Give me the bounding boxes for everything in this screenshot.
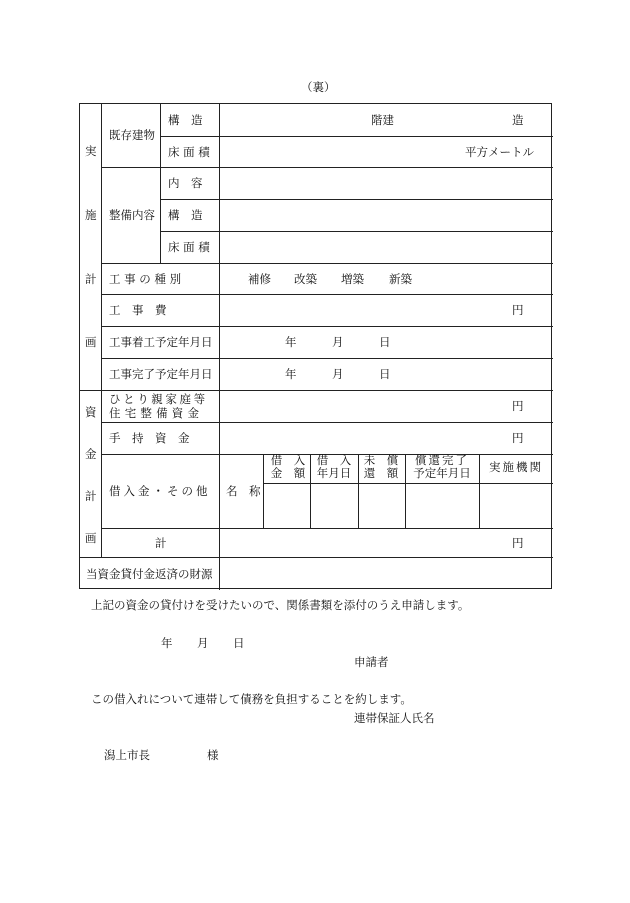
- renovation-content-label: 内 容: [168, 176, 203, 190]
- work-start-year: 年: [285, 335, 297, 349]
- section-funds-char-3: 計: [85, 489, 97, 503]
- section-plan-char-3: 計: [85, 272, 97, 286]
- renovation-structure-label: 構 造: [168, 208, 203, 222]
- work-end-day: 日: [379, 367, 391, 381]
- loan-header-completion-2: 予定年月日: [413, 466, 471, 480]
- work-start-month: 月: [332, 335, 344, 349]
- work-end-year: 年: [285, 367, 297, 381]
- loan-header-institution: 実施機関: [489, 460, 543, 474]
- application-date-year: 年: [161, 636, 173, 650]
- own-funds-label: 手 持 資 金: [109, 431, 190, 445]
- existing-structure-suffix: 造: [512, 113, 524, 127]
- applicant-label: 申請者: [354, 655, 389, 669]
- work-type-new: 新築: [389, 272, 412, 286]
- single-parent-fund-label-1: ひとり親家庭等: [109, 392, 208, 406]
- work-type-repair: 補修: [248, 272, 271, 286]
- single-parent-fund-label-2: 住宅整備資金: [109, 406, 204, 420]
- total-unit: 円: [512, 536, 524, 550]
- loan-header-date-2: 年月日: [316, 466, 352, 480]
- application-form-table: [79, 103, 552, 589]
- loan-header-amount-1: 借 入: [270, 453, 306, 467]
- loan-header-unpaid-1: 未 償: [363, 453, 399, 467]
- renovation-label: 整備内容: [109, 208, 155, 222]
- repayment-source-label: 当資金貸付金返済の財源: [86, 567, 213, 581]
- work-type-label: 工 事 の 種 別: [109, 272, 182, 286]
- application-date-month: 月: [197, 636, 209, 650]
- addressee-honorific: 様: [207, 748, 219, 762]
- section-plan-char-2: 施: [85, 208, 97, 222]
- existing-structure-label: 構 造: [168, 113, 203, 127]
- loan-header-unpaid-2: 還 額: [363, 466, 399, 480]
- work-type-extension: 増築: [341, 272, 364, 286]
- single-parent-fund-unit: 円: [512, 399, 524, 413]
- guarantee-statement: この借入れについて連帯して債務を負担することを約します。: [91, 692, 412, 706]
- loans-label: 借入金・その他: [109, 484, 211, 498]
- section-plan-char-4: 画: [85, 335, 97, 349]
- section-funds-char-4: 画: [85, 531, 97, 545]
- addressee-mayor: 潟上市長: [104, 748, 150, 762]
- work-cost-unit: 円: [512, 303, 524, 317]
- existing-floor-area-label: 床 面 積: [168, 145, 210, 159]
- loan-header-amount-2: 金 額: [270, 466, 306, 480]
- application-date-day: 日: [233, 636, 245, 650]
- section-funds-char-1: 資: [85, 405, 97, 419]
- work-start-day: 日: [379, 335, 391, 349]
- existing-building-label: 既存建物: [109, 128, 155, 142]
- work-end-label: 工事完了予定年月日: [109, 367, 213, 381]
- section-plan-char-1: 実: [85, 144, 97, 158]
- total-label: 計: [155, 536, 167, 550]
- existing-structure-floors: 階建: [371, 113, 394, 127]
- existing-floor-area-unit: 平方メートル: [465, 145, 534, 159]
- loan-name-label: 名 称: [226, 484, 261, 498]
- loan-header-completion-1: 償還完了: [415, 453, 469, 467]
- application-statement: 上記の資金の貸付けを受けたいので、関係書類を添付のうえ申請します。: [91, 598, 470, 612]
- page-side-label: （裏）: [301, 80, 336, 94]
- own-funds-unit: 円: [512, 431, 524, 445]
- loan-header-date-1: 借 入: [316, 453, 352, 467]
- work-end-month: 月: [332, 367, 344, 381]
- work-type-rebuild: 改築: [294, 272, 317, 286]
- renovation-floor-area-label: 床 面 積: [168, 240, 210, 254]
- work-cost-label: 工 事 費: [109, 303, 167, 317]
- work-start-label: 工事着工予定年月日: [109, 335, 213, 349]
- guarantor-name-label: 連帯保証人氏名: [354, 711, 435, 725]
- section-funds-char-2: 金: [85, 447, 97, 461]
